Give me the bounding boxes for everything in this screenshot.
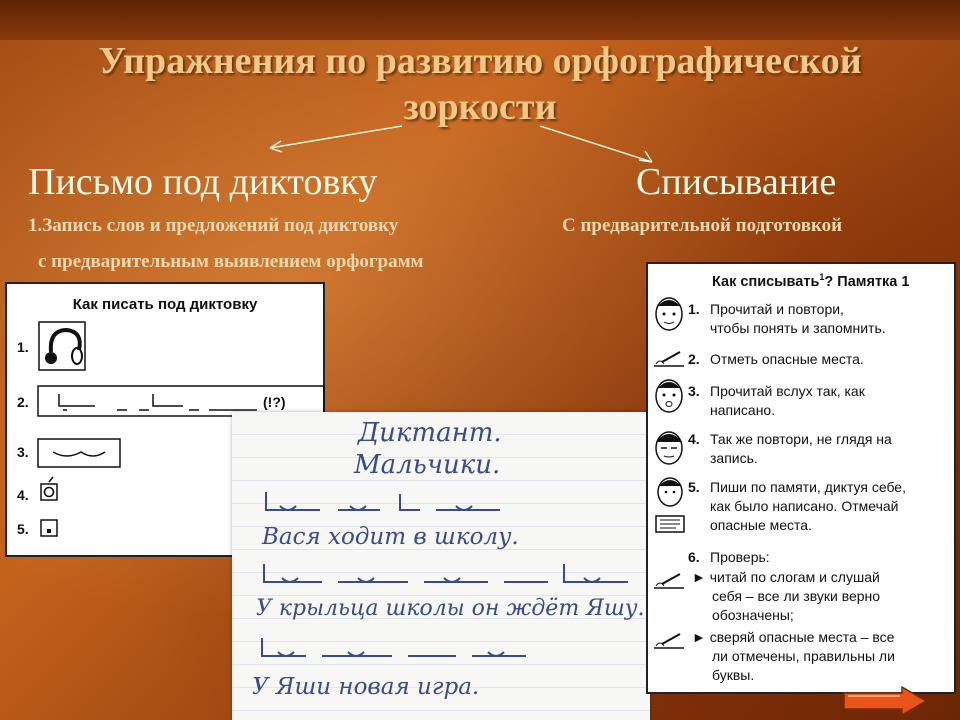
triangle-bullet-icon: ► xyxy=(692,629,706,645)
heading-copying: Списывание xyxy=(636,161,837,203)
arrow-right-icon xyxy=(844,687,926,715)
arrow-right xyxy=(540,126,652,162)
pencil-mark-icon xyxy=(652,570,686,592)
handwriting-subtitle: Мальчики. xyxy=(354,450,501,480)
memo-item-3: 3. Прочитай вслух так, как написано. xyxy=(688,383,865,418)
copying-memo-card xyxy=(646,262,956,694)
ear-listen-icon xyxy=(37,320,87,372)
copying-line-1: С предварительной подготовкой xyxy=(562,215,843,236)
step-number: 3. xyxy=(17,444,29,460)
scheme-line-2 xyxy=(258,560,638,590)
handwritten-dictation-sheet xyxy=(232,412,650,720)
dictation-line-1: 1.Запись слов и предложений под диктовку xyxy=(28,215,399,236)
check-item-1: ► читай по слогам и слушай себя – все ли звуки верно обозначены; xyxy=(692,569,881,623)
eyes-closed-face-icon xyxy=(652,428,686,468)
step-2-punctuation: (!?) xyxy=(263,394,286,410)
copying-memo-title: Как списывать$^1$? Памятка 1 xyxy=(712,272,910,290)
handwriting-line-3: У Яши новая игра. xyxy=(252,674,480,700)
handwriting-line-1: Вася ходит в школу. xyxy=(262,524,519,550)
step-number: 1. xyxy=(17,339,29,355)
heading-dictation: Письмо под диктовку xyxy=(28,161,378,203)
speaking-face-icon xyxy=(652,376,686,416)
check-item-2: ► сверяй опасные места – все ли отмечены, правильны ли буквы. xyxy=(692,629,895,683)
memo-item-4: 4. Так же повтори, не глядя на запись. xyxy=(688,431,892,466)
memo-item-6: 6. Проверь: xyxy=(688,549,770,565)
dictation-memo-title: Как писать под диктовку xyxy=(72,296,258,313)
handwriting-title: Диктант. xyxy=(358,418,502,448)
word-arc-icon xyxy=(37,438,121,468)
step-number: 4. xyxy=(17,487,29,503)
top-band xyxy=(0,0,960,40)
memo-item-1: 1. Прочитай и повтори, чтобы понять и запомнить. xyxy=(688,301,886,336)
memo-item-5: 5. Пиши по памяти, диктуя себе, как было написано. Отмечай опасные места. xyxy=(688,479,906,533)
pencil-mark-icon xyxy=(652,630,686,652)
scheme-line-3 xyxy=(256,634,556,664)
dictation-line-2: с предварительным выявлением орфограмм xyxy=(38,251,424,272)
reading-face-icon xyxy=(652,294,686,334)
pencil-mark-icon xyxy=(652,348,686,370)
step-number: 5. xyxy=(17,521,29,537)
slide-title: Упражнения по развитию орфографической зоркости xyxy=(98,40,862,128)
scheme-line-1 xyxy=(260,488,520,518)
memo-item-2: 2. Отметь опасные места. xyxy=(688,351,864,367)
sentence-end-icon xyxy=(39,518,59,538)
writing-boy-icon xyxy=(652,476,688,536)
step-number: 2. xyxy=(17,394,29,410)
next-slide-button[interactable] xyxy=(842,686,928,716)
handwriting-line-2: У крыльца школы он ждёт Яшу. xyxy=(256,596,645,621)
triangle-bullet-icon: ► xyxy=(692,569,706,585)
stressed-vowel-icon xyxy=(39,476,61,502)
